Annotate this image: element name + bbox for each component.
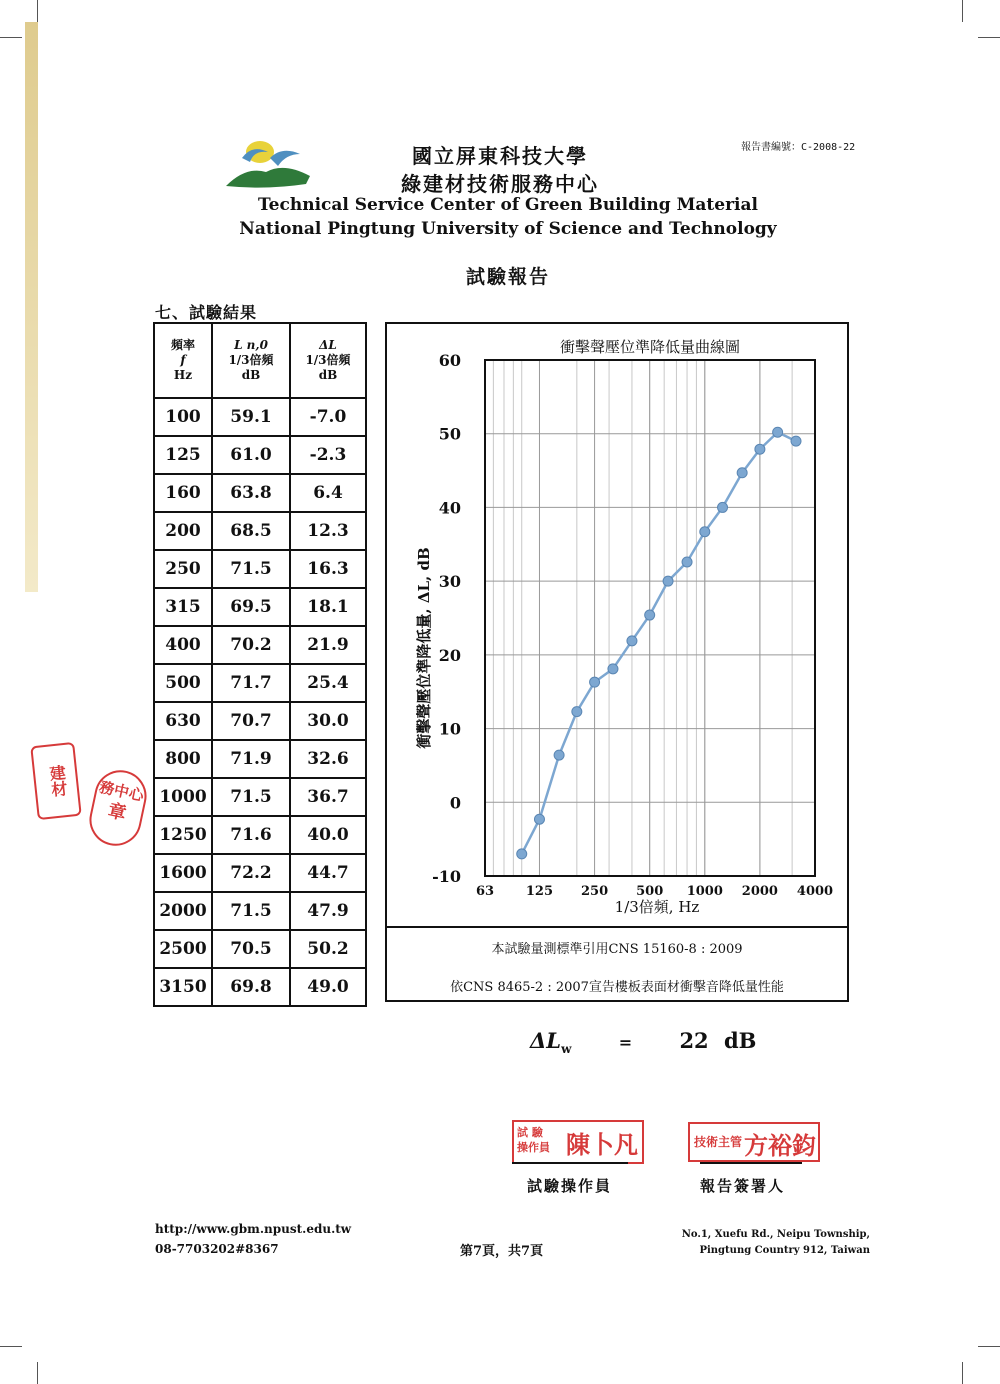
document-title: 試驗報告 [465,266,550,288]
y-tick-label: 0 [449,793,461,813]
delta-l-cell: 30.0 [290,702,366,740]
crop-mark [978,37,1000,38]
delta-l-cell: 44.7 [290,854,366,892]
y-tick-label: -10 [432,867,461,886]
ln0-cell: 59.1 [212,398,290,436]
result-subscript: w [561,1042,572,1057]
data-point [534,814,544,824]
table-row [154,968,366,1006]
seal-right: 務中心 章 [85,765,152,850]
frequency-cell: 3150 [154,968,212,1006]
table-row [154,550,366,588]
delta-l-cell: 6.4 [290,474,366,512]
center-name-en: Technical Service Center of Green Building Material [257,195,758,215]
footer-phone: 08-7703202#8367 [155,1242,279,1256]
x-axis-label: 1/3倍頻, Hz [614,898,700,916]
result-line [530,1028,756,1056]
delta-l-cell: 50.2 [290,930,366,968]
y-axis-label: 衝擊聲壓位準降低量, ΔL, dB [415,547,433,749]
y-tick-label: 60 [438,351,461,370]
ln0-cell: 70.2 [212,626,290,664]
x-tick-label: 2000 [741,884,778,899]
ln0-cell: 71.6 [212,816,290,854]
delta-l-cell: 16.3 [290,550,366,588]
footer-address-2: Pingtung Country 912, Taiwan [699,1245,870,1256]
delta-l-cell: -2.3 [290,436,366,474]
seal-left: 建材 [30,742,81,820]
frequency-cell: 1000 [154,778,212,816]
data-point [718,502,728,512]
ln0-cell: 71.9 [212,740,290,778]
result-equals: = [618,1033,633,1052]
results-table [153,322,367,1007]
data-point [773,427,783,437]
y-tick-label: 10 [438,719,461,739]
header-delta-l: ΔL 1/3倍頻 dB [290,323,366,398]
delta-l-cell: 12.3 [290,512,366,550]
table-row [154,930,366,968]
divider [387,926,847,928]
footer-page: 第7頁，共7頁 [460,1244,544,1259]
ln0-cell: 63.8 [212,474,290,512]
data-point [682,557,692,567]
series-line [522,432,796,854]
margin-color-bar [25,22,38,592]
y-tick-label: 20 [438,645,461,665]
delta-l-cell: 21.9 [290,626,366,664]
x-tick-label: 250 [581,884,609,899]
data-point [645,610,655,620]
data-point [517,849,527,859]
ln0-cell: 72.2 [212,854,290,892]
crop-mark [0,37,22,38]
frequency-cell: 315 [154,588,212,626]
table-row [154,474,366,512]
y-tick-label: 50 [438,424,461,444]
university-name-en: National Pingtung University of Science and Technology [239,219,777,239]
section-title: 七、試驗結果 [155,303,258,322]
frequency-cell: 250 [154,550,212,588]
footer-url: http://www.gbm.npust.edu.tw [155,1222,352,1236]
table-row [154,702,366,740]
table-row [154,398,366,436]
table-row [154,664,366,702]
data-point [608,664,618,674]
data-point [755,444,765,454]
crop-mark [0,1346,22,1347]
data-point [554,750,564,760]
data-point [663,576,673,586]
x-tick-label: 1000 [686,884,723,899]
data-point [737,468,747,478]
table-row [154,740,366,778]
frequency-cell: 800 [154,740,212,778]
x-tick-label: 63 [475,884,495,899]
result-value: 22 [679,1028,709,1053]
y-tick-label: 40 [438,498,461,518]
delta-l-cell: 40.0 [290,816,366,854]
table-row [154,854,366,892]
footer-address-1: No.1, Xuefu Rd., Neipu Township, [681,1229,870,1240]
crop-mark [37,0,38,22]
x-tick-label: 125 [525,884,554,899]
result-unit: dB [723,1028,757,1053]
x-tick-label: 500 [636,884,664,899]
table-row [154,892,366,930]
frequency-cell: 400 [154,626,212,664]
frequency-cell: 160 [154,474,212,512]
data-point [590,677,600,687]
table-row [154,778,366,816]
ln0-cell: 61.0 [212,436,290,474]
operator-label: 試驗操作員 [527,1177,613,1195]
chart-title: 衝擊聲壓位準降低量曲線圖 [559,338,741,356]
ln0-cell: 71.5 [212,550,290,588]
frequency-cell: 2500 [154,930,212,968]
table-row [154,626,366,664]
frequency-cell: 1600 [154,854,212,892]
data-point [700,527,710,537]
frequency-cell: 125 [154,436,212,474]
delta-l-chart [387,324,847,924]
ln0-cell: 69.5 [212,588,290,626]
result-symbol: ΔL [530,1028,562,1053]
delta-l-cell: 47.9 [290,892,366,930]
delta-l-cell: -7.0 [290,398,366,436]
header-ln0: L n,0 1/3倍頻 dB [212,323,290,398]
table-row [154,512,366,550]
frequency-cell: 2000 [154,892,212,930]
report-number: 報告書編號：C-2008-22 [741,142,856,153]
header-frequency: 頻率 f Hz [154,323,212,398]
ln0-cell: 71.5 [212,778,290,816]
data-point [627,636,637,646]
frequency-cell: 1250 [154,816,212,854]
signer-signature-line [700,1162,802,1164]
delta-l-cell: 18.1 [290,588,366,626]
signer-label: 報告簽署人 [700,1177,786,1195]
ln0-cell: 69.8 [212,968,290,1006]
delta-l-cell: 49.0 [290,968,366,1006]
standard-note: 本試驗量測標準引用CNS 15160-8 : 2009 [491,942,743,957]
ln0-cell: 70.5 [212,930,290,968]
operator-signature-line [512,1162,628,1164]
ln0-cell: 71.7 [212,664,290,702]
table-row [154,588,366,626]
y-tick-label: 30 [438,572,461,592]
frequency-cell: 100 [154,398,212,436]
delta-l-cell: 32.6 [290,740,366,778]
crop-mark [978,1346,1000,1347]
seal-stamp [34,744,149,854]
chart-panel [385,322,849,1002]
data-point [791,436,801,446]
center-name-cn: 綠建材技術服務中心 [401,172,599,196]
operator-stamp: 試 驗 操作員 陳卜凡 [512,1120,644,1164]
data-point [572,707,582,717]
table-row [154,436,366,474]
x-tick-label: 4000 [796,884,834,899]
ln0-cell: 70.7 [212,702,290,740]
delta-l-cell: 25.4 [290,664,366,702]
frequency-cell: 200 [154,512,212,550]
declaration-note: 依CNS 8465-2 : 2007宣告樓板表面材衝擊音降低量性能 [450,980,784,995]
crop-mark [37,1362,38,1384]
frequency-cell: 630 [154,702,212,740]
ln0-cell: 71.5 [212,892,290,930]
crop-mark [962,1362,963,1384]
university-name-cn: 國立屏東科技大學 [412,144,588,168]
table-row [154,816,366,854]
crop-mark [962,0,963,22]
signer-stamp: 技術主管 方裕鈞 [688,1122,820,1162]
ln0-cell: 68.5 [212,512,290,550]
delta-l-cell: 36.7 [290,778,366,816]
frequency-cell: 500 [154,664,212,702]
